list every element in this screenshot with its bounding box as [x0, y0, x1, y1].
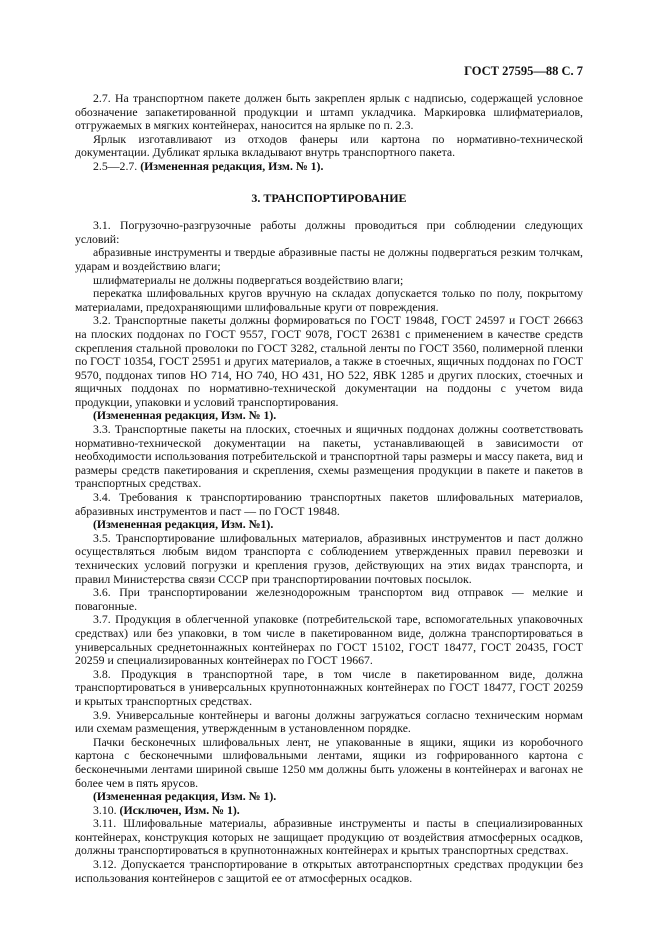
paragraph — [75, 790, 583, 804]
paragraph — [75, 858, 583, 885]
amendment-note: (Измененная редакция, Изм. № 1). — [93, 789, 277, 804]
paragraph — [75, 409, 583, 423]
paragraph — [75, 736, 583, 790]
paragraph-text: 3.8. Продукция в транспортной таре, в том числе в пакетированном виде, должна транспортироваться в универсальных крупнотоннажных контейнерах по ГОСТ 18477, ГОСТ 20259 и крытых транспортных средствах. — [75, 666, 583, 708]
paragraph-text: абразивные инструменты и твердые абразивные пасты не должны подвергаться резким толчкам, ударам и воздействию влаги; — [75, 245, 583, 273]
paragraph-text: 2.7. На транспортном пакете должен быть закреплен ярлык с надписью, содержащей условное обозначение запакетированной продукции и штамп укладчика. Маркировка шлифматериалов, отгружаемых в мягких контейнерах, наносится на ярлыке по п. 2.3. — [75, 91, 583, 133]
paragraph-text: Пачки бесконечных шлифовальных лент, не упакованные в ящики, ящики из коробочного картона с бесконечными шлифовальными лентами, ящики из гофрированного картона с бесконечными лентами шириной свыше 1250 мм должны быть уложены в контейнерах и вагонах не более чем в пять ярусов. — [75, 734, 583, 790]
paragraph-text: 3.5. Транспортирование шлифовальных материалов, абразивных инструментов и паст должно осуществляться любым видом транспорта с соблюдением утвержденных правил перевозки и технических условий погрузки и крепления грузов, действующих на этих видах транспорта, и правил Министерства связи СССР при транспортировании почтовых посылок. — [75, 530, 583, 586]
paragraph-text: 3.7. Продукция в облегченной упаковке (потребительской таре, вспомогательных упаковочных средствах) или без упаковки, в том числе в пакетированном виде, должна транспортироваться в универсальных среднетоннажных контейнерах по ГОСТ 15102, ГОСТ 18477, ГОСТ 20435, ГОСТ 20259 и специализированных контейнерах по ГОСТ 19667. — [75, 612, 583, 668]
paragraph-text: 2.5—2.7. — [93, 158, 141, 173]
paragraph — [75, 287, 583, 314]
amendment-note: (Измененная редакция, Изм. № 1). — [93, 408, 277, 423]
paragraph — [75, 817, 583, 858]
paragraph-text: 3.1. Погрузочно-разгрузочные работы должны проводиться при соблюдении следующих условий: — [75, 218, 583, 246]
paragraph — [75, 491, 583, 518]
amendment-note: (Измененная редакция, Изм. № 1). — [140, 158, 324, 173]
paragraph — [75, 314, 583, 409]
paragraph — [75, 219, 583, 246]
paragraph-text: перекатка шлифовальных кругов вручную на складах допускается только по полу, покрытому материалами, предохраняющими шлифовальные круги от повреждения. — [75, 286, 583, 314]
paragraph-text: Ярлык изготавливают из отходов фанеры или картона по нормативно-технической документации. Дубликат ярлыка вкладывают внутрь транспортного пакета. — [75, 131, 583, 160]
page-header: ГОСТ 27595—88 С. 7 — [464, 64, 583, 78]
section-2-tail — [75, 92, 583, 174]
paragraph-text: 3.10. — [93, 802, 120, 817]
paragraph-text: 3.12. Допускается транспортирование в открытых автотранспортных средствах продукции без использования контейнеров с защитой ее от атмосферных осадков. — [75, 857, 583, 885]
paragraph — [75, 92, 583, 133]
paragraph — [75, 532, 583, 586]
section-title: 3. ТРАНСПОРТИРОВАНИЕ — [251, 190, 407, 205]
amendment-note: (Измененная редакция, Изм. №1). — [93, 517, 274, 532]
paragraph-text: 3.4. Требования к транспортированию транспортных пакетов шлифовальных материалов, абразивных инструментов и паст — по ГОСТ 19848. — [75, 490, 583, 518]
paragraph — [75, 274, 583, 288]
paragraph-text: шлифматериалы не должны подвергаться воздействию влаги; — [93, 272, 404, 287]
paragraph — [75, 709, 583, 736]
paragraph-text: 3.11. Шлифовальные материалы, абразивные инструменты и пасты в специализированных контейнерах, конструкция которых не защищает продукцию от воздействия атмосферных осадков, должны транспортироваться в крупнотоннажных контейнерах и крытых транспортных средствах. — [75, 816, 583, 858]
paragraph — [75, 613, 583, 667]
paragraph — [75, 668, 583, 709]
paragraph-text: 3.3. Транспортные пакеты на плоских, стоечных и ящичных поддонах должны соответствовать нормативно-технической документации на пакеты, устанавливающей в зависимости от необходимости использования потребительской и транспортной тары размеры и массу пакета, вид и размеры средств пакетирования и скрепления, схемы размещения продукции в пакете и пакетов в транспортных средствах. — [75, 422, 583, 491]
paragraph-text: 3.2. Транспортные пакеты должны формироваться по ГОСТ 19848, ГОСТ 24597 и ГОСТ 26663 на плоских поддонах по ГОСТ 9557, ГОСТ 9078, ГОСТ 26381 с применением в качестве средств скрепления стальной проволоки по ГОСТ 3282, стальной ленты по ГОСТ 3560, полимерной пленки по ГОСТ 10354, ГОСТ 25951 и других материалов, а также в стоечных, ящичных поддонах по ГОСТ 9570, поддонах типов НО 714, НО 740, НО 431, НО 522, ЯВК 1285 и других плоских, стоечных и ящичных поддонах по нормативно-технической документации на поддоны с учетом вида продукции, упаковки и условий транспортирования. — [75, 313, 583, 409]
paragraph-text: 3.6. При транспортировании железнодорожным транспортом вид отправок — мелкие и повагонные. — [75, 585, 583, 613]
paragraph — [75, 804, 583, 818]
paragraph — [75, 423, 583, 491]
paragraph-text: 3.9. Универсальные контейнеры и вагоны должны загружаться согласно техническим нормам или схемам размещения, утвержденным в установленном порядке. — [75, 707, 583, 736]
paragraph — [75, 133, 583, 160]
paragraph — [75, 246, 583, 273]
amendment-note: (Исключен, Изм. № 1). — [119, 802, 240, 817]
paragraph — [75, 518, 583, 532]
paragraph — [75, 160, 583, 174]
section-3-paragraphs — [75, 219, 583, 885]
document-body — [75, 92, 583, 885]
paragraph — [75, 586, 583, 613]
